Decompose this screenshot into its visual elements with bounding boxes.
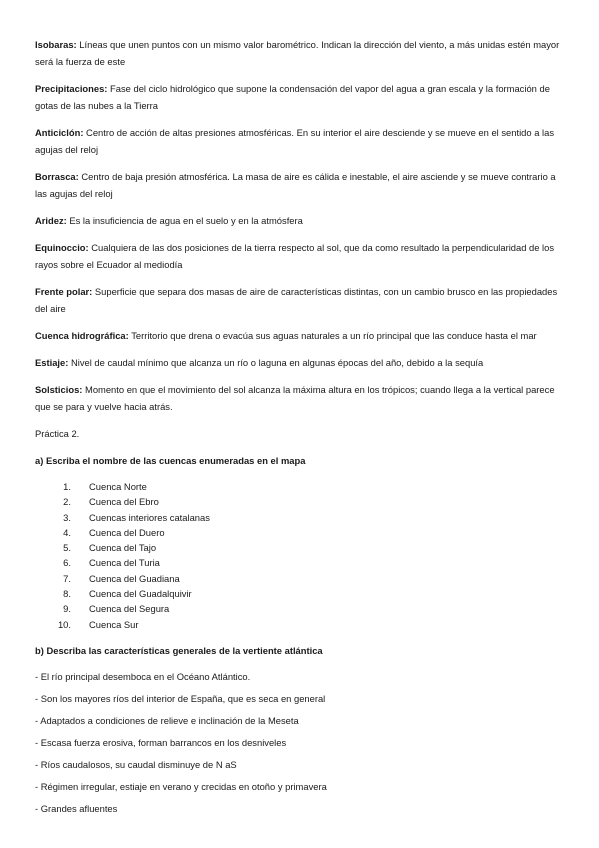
list-number: 8. [63,588,71,600]
list-item [35,510,563,525]
list-item-text: Cuenca del Guadiana [89,572,180,584]
question-a: a) Escriba el nombre de las cuencas enumeradas en el mapa [35,455,306,466]
list-item-text: Cuenca del Turia [89,557,160,569]
characteristic-item: - Son los mayores ríos del interior de España, que es seca en general [35,692,326,704]
list-item-text: Cuenca del Guadalquivir [89,588,192,600]
definition-isobaras [35,36,563,70]
definition-estiaje [35,354,563,371]
definition-term: Cuenca hidrográfica: [35,330,129,341]
list-item [35,479,563,494]
definition-term: Frente polar: [35,286,93,297]
list-item [35,601,563,616]
characteristic-item: - Grandes afluentes [35,802,118,814]
list-item-text: Cuenca Sur [89,618,139,630]
definition-term: Solsticios: [35,384,83,395]
definition-text: Fase del ciclo hidrológico que supone la condensación del vapor del agua a gran escala y la formación de gotas de las nubes a la Tierra [35,83,550,111]
cuencas-list [35,479,563,632]
list-item [35,617,563,632]
definition-term: Borrasca: [35,171,79,182]
definition-term: Anticiclón: [35,127,84,138]
list-number: 9. [63,603,71,615]
list-item-text: Cuenca del Duero [89,526,165,538]
question-b: b) Describa las características generales de la vertiente atlántica [35,644,323,656]
definition-text: Centro de acción de altas presiones atmosféricas. En su interior el aire desciende y se mueve en el sentido a las agujas del reloj [35,127,555,155]
list-item [35,525,563,540]
list-number: 4. [63,526,71,538]
list-number: 2. [63,496,71,508]
definition-term: Aridez: [35,215,67,226]
definition-precipitaciones [35,80,563,114]
list-number: 5. [63,542,71,554]
practice-title: Práctica 2. [35,428,80,439]
definition-text: Momento en que el movimiento del sol alcanza la máxima altura en los trópicos; cuando llega a la vertical parece que se para y vuelve hacia atrás. [35,384,555,412]
list-item-text: Cuenca del Segura [89,603,170,615]
list-item-text: Cuenca Norte [89,481,147,492]
definition-solsticios [35,381,563,415]
definition-aridez [35,212,563,229]
list-number: 6. [63,557,71,569]
definition-text: Cualquiera de las dos posiciones de la tierra respecto al sol, que da como resultado la perpendicularidad de los rayos sobre el Ecuador al mediodía [35,242,555,270]
definition-equinoccio [35,239,563,273]
definition-cuenca-hidrografica [35,327,563,344]
characteristic-item: - Escasa fuerza erosiva, forman barrancos en los desniveles [35,736,287,748]
list-item [35,555,563,570]
definition-text: Es la insuficiencia de agua en el suelo y en la atmósfera [66,215,303,226]
definition-text: Superficie que separa dos masas de aire de características distintas, con un cambio brusco en las propiedades del aire [35,286,558,314]
list-item [35,571,563,586]
definition-text: Territorio que drena o evacúa sus aguas naturales a un río principal que las conduce hasta el mar [128,330,537,341]
definition-text: Centro de baja presión atmosférica. La masa de aire es cálida e inestable, el aire asciende y se mueve contrario a las agujas del reloj [35,171,556,199]
definition-term: Equinoccio: [35,242,89,253]
definition-term: Isobaras: [35,39,77,50]
characteristic-item: - El río principal desemboca en el Océano Atlántico. [35,670,251,682]
characteristic-item: - Régimen irregular, estiaje en verano y crecidas en otoño y primavera [35,780,327,792]
list-number: 3. [63,511,71,523]
characteristic-item: - Adaptados a condiciones de relieve e inclinación de la Meseta [35,714,299,726]
definition-anticiclon [35,124,563,158]
list-item [35,540,563,555]
definition-term: Estiaje: [35,357,69,368]
definition-frente-polar [35,283,563,317]
definition-term: Precipitaciones: [35,83,108,94]
list-number: 1. [63,481,71,492]
definition-text: Nivel de caudal mínimo que alcanza un río o laguna en algunas épocas del año, debido a la sequía [68,357,484,368]
list-item [35,586,563,601]
list-number: 10. [57,618,71,630]
list-item-text: Cuencas interiores catalanas [89,511,210,523]
definition-text: Líneas que unen puntos con un mismo valor barométrico. Indican la dirección del viento, a más unidas estén mayor será la fuerza de este [35,39,560,67]
list-number: 7. [63,572,71,584]
document-content [35,36,563,823]
list-item-text: Cuenca del Ebro [89,496,159,508]
characteristic-item: - Ríos caudalosos, su caudal disminuye de N aS [35,758,237,770]
list-item [35,494,563,509]
list-item-text: Cuenca del Tajo [89,542,157,554]
definition-borrasca [35,168,563,202]
